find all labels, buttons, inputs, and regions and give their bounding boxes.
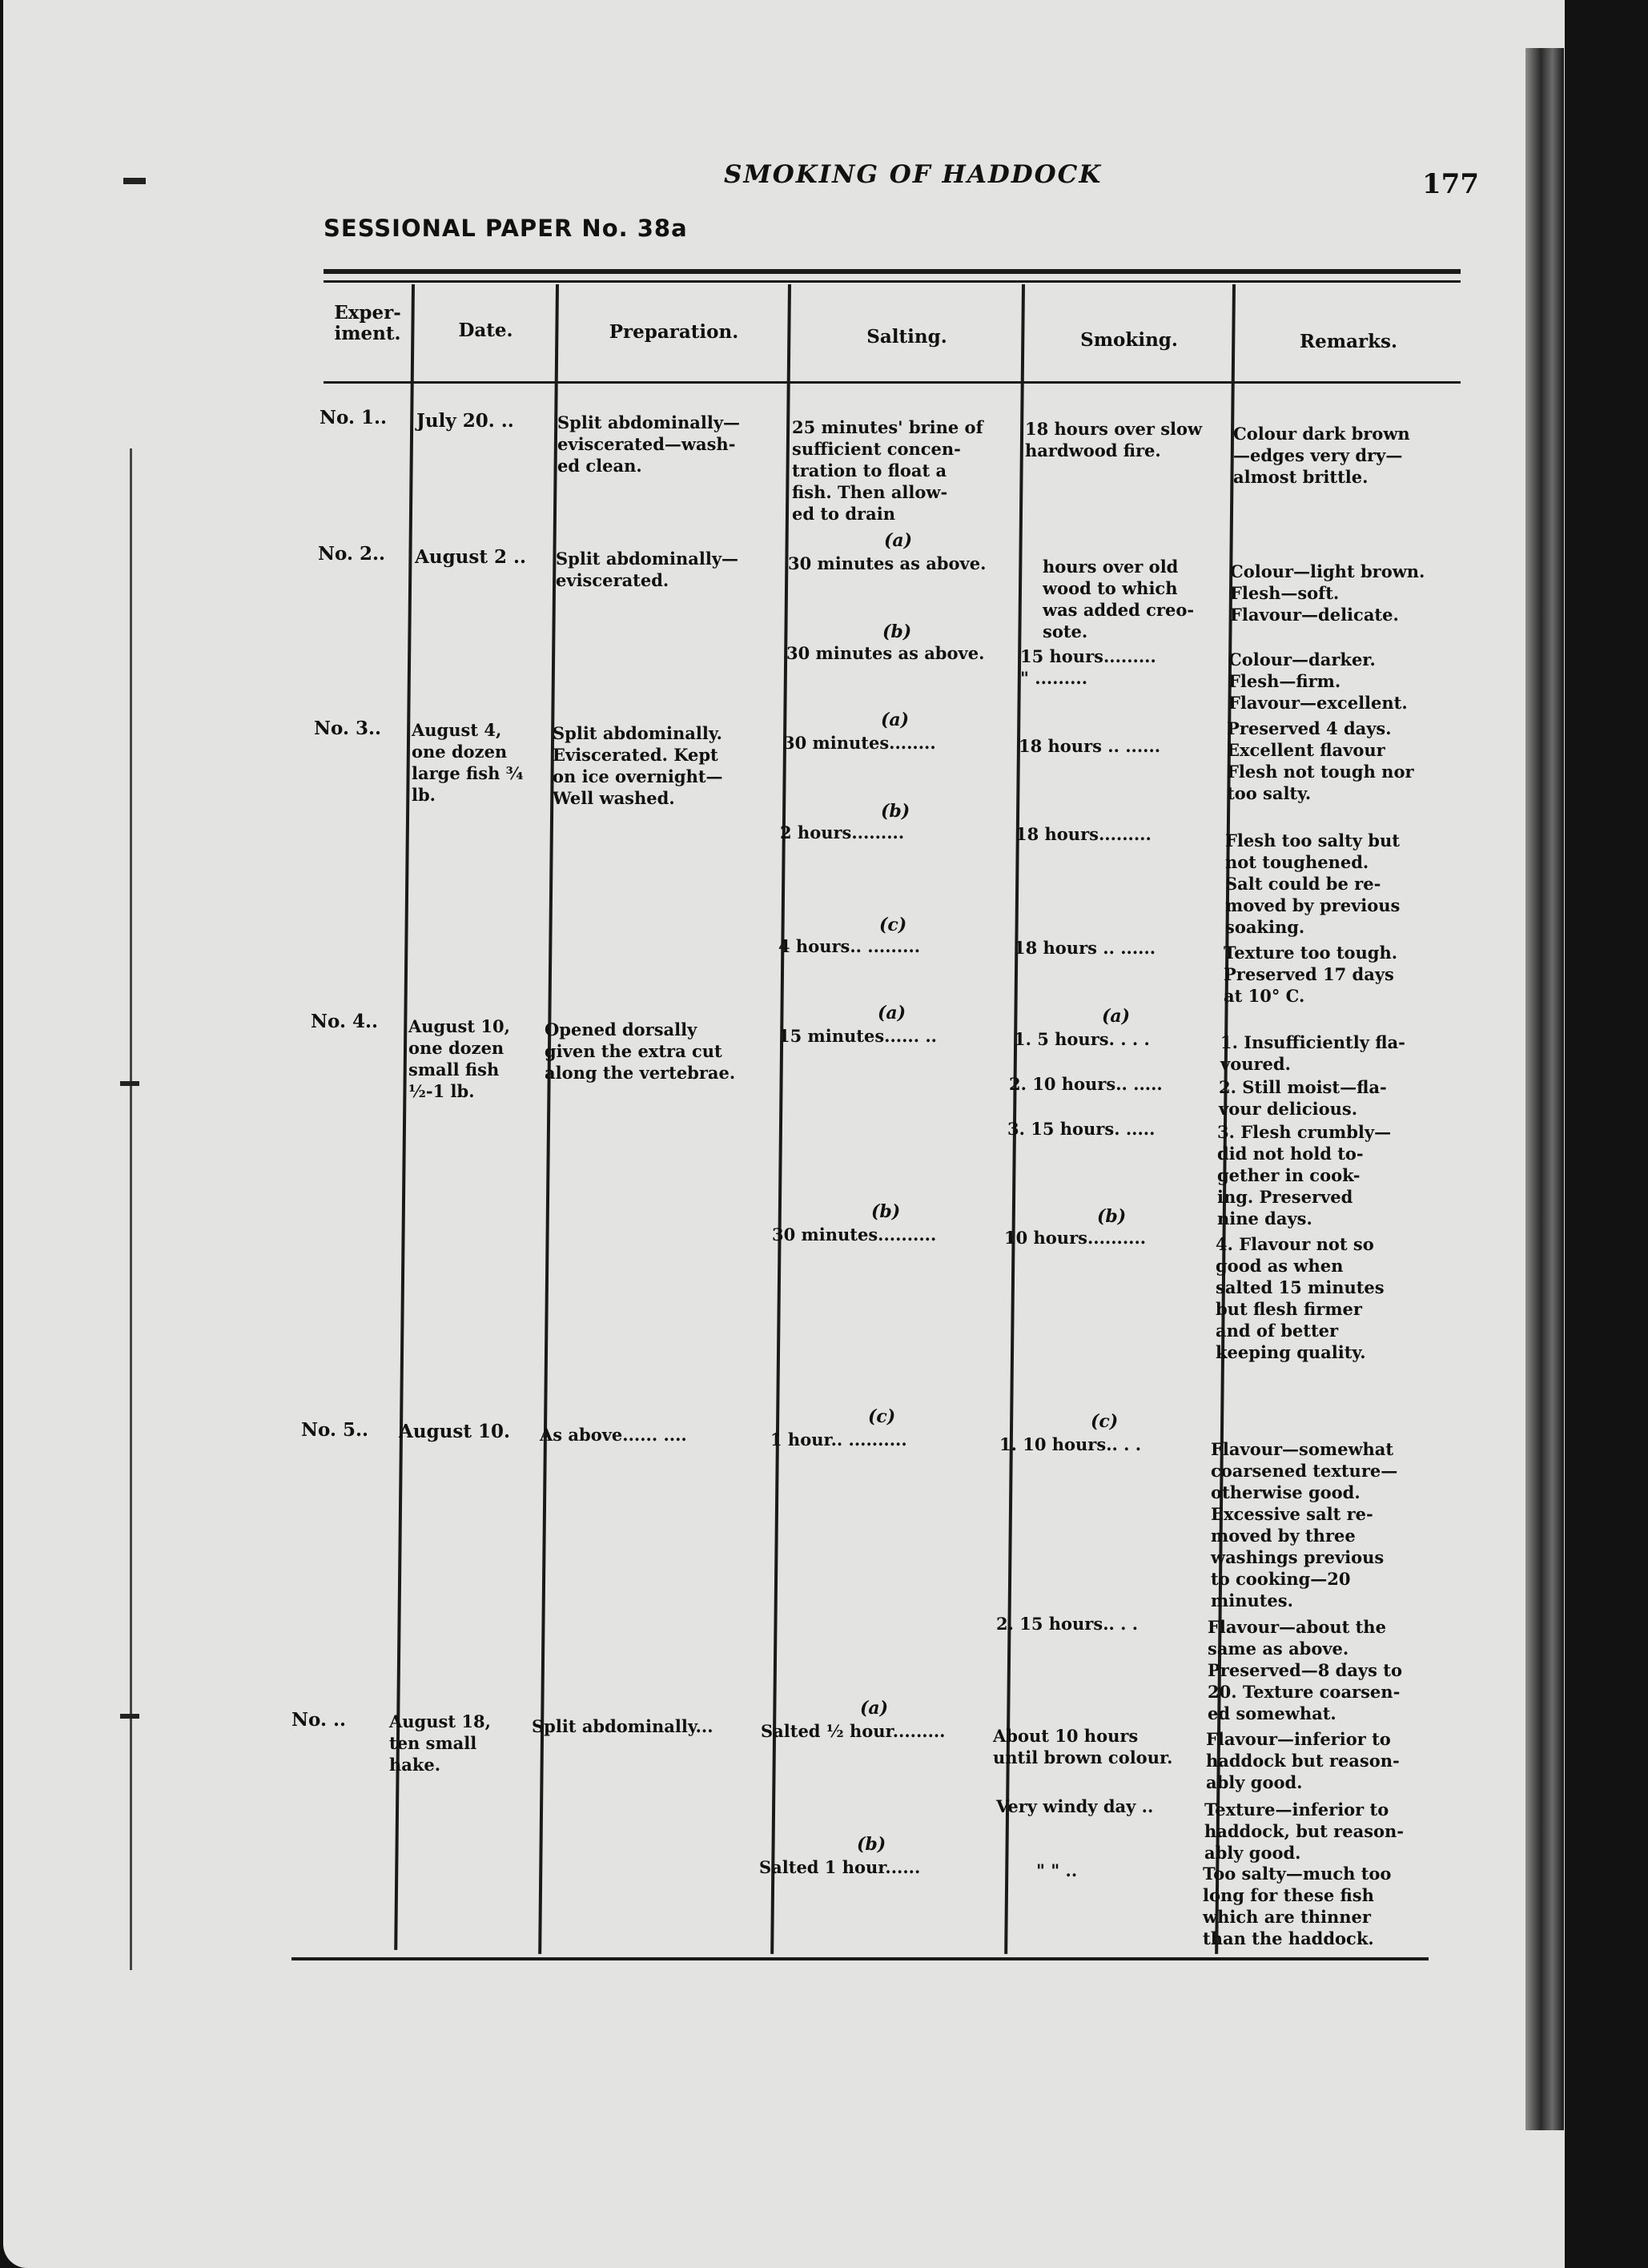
row3-remarks-c: Texture too tough. Preserved 17 days at 10° C. xyxy=(1224,943,1398,1006)
running-title: SMOKING OF HADDOCK xyxy=(724,160,1103,189)
row3-date: August 4, one dozen large fish ¾ lb. xyxy=(412,720,524,805)
row5-date: August 10. xyxy=(399,1421,510,1442)
row2-salting-b: 30 minutes as above. xyxy=(786,643,985,663)
column-header-smoking: Smoking. xyxy=(1080,329,1178,351)
row6-salting-a-label: (a) xyxy=(860,1698,889,1719)
row2-salting-a: 30 minutes as above. xyxy=(788,553,987,573)
row3-experiment: No. 3.. xyxy=(314,718,381,739)
row4-salting-b-label: (b) xyxy=(871,1201,901,1222)
row2-remarks-b: Colour—darker. Flesh—firm. Flavour—excellent. xyxy=(1228,649,1408,713)
row2-preparation: Split abdominally— eviscerated. xyxy=(556,549,739,590)
row3-remarks-a: Preserved 4 days. Excellent flavour Flesh not tough nor too salty. xyxy=(1227,718,1414,803)
row6-preparation: Split abdominally... xyxy=(532,1716,713,1736)
column-header-experiment: Exper- iment. xyxy=(334,302,401,344)
row3-smoking-b: 18 hours......... xyxy=(1015,824,1152,844)
column-header-preparation: Preparation. xyxy=(609,321,739,343)
row3-salting-c: 4 hours.. ......... xyxy=(778,936,921,956)
row6-smoking-a2: Very windy day .. xyxy=(996,1796,1154,1816)
row1-preparation: Split abdominally— eviscerated—wash- ed clean. xyxy=(557,412,741,476)
row4-remarks-b: 4. Flavour not so good as when salted 15 minutes but flesh firmer and of better keeping quality. xyxy=(1216,1234,1385,1362)
row1-salting: 25 minutes' brine of sufficient concen- tration to float a fish. Then allow- ed to drain xyxy=(792,417,983,524)
row6-remarks-a2: Texture—inferior to haddock, but reason- ably good. xyxy=(1204,1800,1405,1863)
row5-smoking-c-label: (c) xyxy=(1091,1411,1119,1432)
row4-remarks-a2: 2. Still moist—fla- vour delicious. xyxy=(1219,1077,1387,1119)
row4-smoking-a2: 2. 10 hours.. ..... xyxy=(1009,1074,1163,1094)
row2-salting-b-label: (b) xyxy=(882,621,912,642)
row2-remarks-a: Colour—light brown. Flesh—soft. Flavour—delicate. xyxy=(1230,561,1425,625)
page-number: 177 xyxy=(1422,168,1479,200)
scanned-page xyxy=(3,0,1565,2268)
row3-smoking-a: 18 hours .. ...... xyxy=(1019,736,1161,756)
column-header-salting: Salting. xyxy=(866,326,947,348)
row3-remarks-b: Flesh too salty but not toughened. Salt could be re- moved by previous soaking. xyxy=(1225,830,1401,937)
row5-experiment: No. 5.. xyxy=(301,1419,368,1441)
row2-date: August 2 .. xyxy=(415,546,526,568)
row6-salting-a: Salted ½ hour......... xyxy=(761,1721,946,1741)
margin-mark xyxy=(130,448,132,1970)
row5-preparation: As above...... .... xyxy=(540,1425,687,1445)
sessional-paper-label: SESSIONAL PAPER No. 38a xyxy=(324,215,688,242)
book-binding-edge xyxy=(1525,48,1564,2130)
row3-smoking-c: 18 hours .. ...... xyxy=(1014,938,1156,958)
column-header-date: Date. xyxy=(458,320,513,341)
row5-salting-c: 1 hour.. .......... xyxy=(770,1430,907,1450)
row4-smoking-b: 10 hours.......... xyxy=(1004,1228,1147,1248)
table-bottom-rule xyxy=(291,1957,1429,1960)
row4-salting-a-label: (a) xyxy=(878,1003,906,1023)
row1-date: July 20. .. xyxy=(416,410,514,432)
row3-salting-b-label: (b) xyxy=(881,801,910,822)
row4-remarks-a1: 1. Insufficiently fla- voured. xyxy=(1220,1032,1405,1074)
row1-experiment: No. 1.. xyxy=(320,407,387,428)
row2-experiment: No. 2.. xyxy=(318,543,385,565)
row4-smoking-a3: 3. 15 hours. ..... xyxy=(1007,1119,1156,1139)
row4-remarks-a3: 3. Flesh crumbly— did not hold to- gether in cook- ing. Preserved nine days. xyxy=(1217,1122,1392,1228)
row6-remarks-b: Too salty—much too long for these fish which are thinner than the haddock. xyxy=(1203,1864,1392,1948)
column-header-remarks: Remarks. xyxy=(1300,331,1397,352)
row6-smoking-a: About 10 hours until brown colour. xyxy=(993,1726,1173,1767)
row3-salting-b: 2 hours......... xyxy=(780,822,905,842)
row6-salting-b-label: (b) xyxy=(857,1834,886,1855)
header-bottom-rule xyxy=(324,381,1461,384)
column-divider xyxy=(770,284,791,1954)
margin-mark xyxy=(120,1714,139,1719)
row1-remarks: Colour dark brown —edges very dry— almost brittle. xyxy=(1233,424,1410,487)
margin-mark xyxy=(123,178,146,184)
margin-mark xyxy=(120,1081,139,1086)
row4-salting-a: 15 minutes...... .. xyxy=(778,1026,937,1046)
row5-smoking-c1: 1. 10 hours.. . . xyxy=(999,1434,1142,1454)
row4-salting-b: 30 minutes.......... xyxy=(772,1224,937,1245)
table-top-rule xyxy=(324,269,1461,274)
row5-smoking-c2: 2. 15 hours.. . . xyxy=(996,1614,1139,1634)
row4-smoking-b-label: (b) xyxy=(1097,1206,1127,1227)
row4-smoking-a-label: (a) xyxy=(1102,1006,1131,1027)
row2-smoking-b: 15 hours......... " ......... xyxy=(1020,646,1156,688)
row6-date: August 18, ten small hake. xyxy=(389,1711,491,1775)
row4-smoking-a1: 1. 5 hours. . . . xyxy=(1014,1029,1150,1049)
column-divider xyxy=(538,284,559,1954)
row6-remarks-a: Flavour—inferior to haddock but reason- ably good. xyxy=(1206,1729,1400,1792)
row2-salting-a-label: (a) xyxy=(884,530,913,551)
row5-salting-c-label: (c) xyxy=(868,1406,896,1427)
row3-preparation: Split abdominally. Eviscerated. Kept on ice overnight— Well washed. xyxy=(553,723,723,808)
row4-preparation: Opened dorsally given the extra cut along the vertebrae. xyxy=(545,1019,736,1083)
row3-salting-a: 30 minutes........ xyxy=(783,733,936,753)
row4-experiment: No. 4.. xyxy=(311,1011,378,1032)
row6-smoking-b: " " .. xyxy=(1036,1860,1078,1880)
row1-smoking: 18 hours over slow hardwood fire. xyxy=(1025,419,1203,460)
row6-experiment: No. .. xyxy=(291,1709,346,1731)
row3-salting-a-label: (a) xyxy=(881,710,910,730)
row6-salting-b: Salted 1 hour...... xyxy=(759,1857,921,1877)
row2-smoking-a: hours over old wood to which was added creo- sote. xyxy=(1043,557,1195,641)
row3-salting-c-label: (c) xyxy=(879,915,907,935)
row4-date: August 10, one dozen small fish ½-1 lb. xyxy=(408,1016,510,1101)
column-divider xyxy=(394,284,415,1950)
table-top-rule-2 xyxy=(324,280,1461,283)
row5-remarks-c1: Flavour—somewhat coarsened texture— otherwise good. Excessive salt re- moved by three washings previous to cooking—20 minutes. xyxy=(1211,1439,1398,1611)
row5-remarks-c2: Flavour—about the same as above. Preserved—8 days to 20. Texture coarsen- ed somewhat. xyxy=(1208,1617,1402,1723)
